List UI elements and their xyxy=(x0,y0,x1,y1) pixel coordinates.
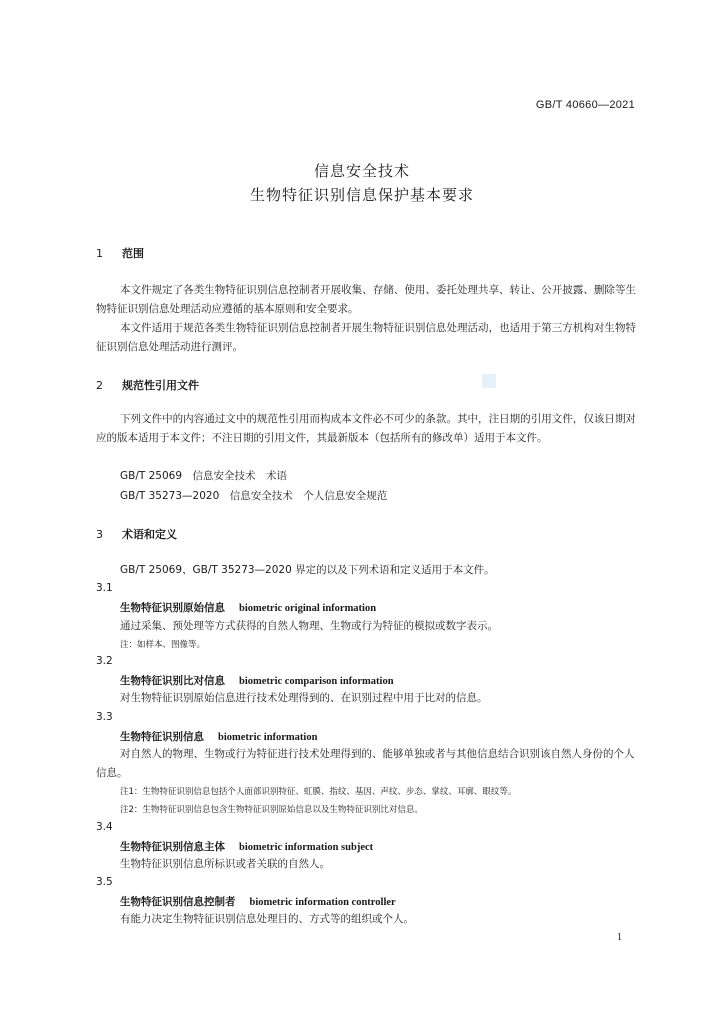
term-heading xyxy=(120,894,396,909)
term-number: 3.2 xyxy=(96,655,113,667)
term-heading xyxy=(120,729,317,744)
term-number: 3.5 xyxy=(96,876,113,888)
term-en: biometric comparison information xyxy=(239,676,394,687)
term-en: biometric information xyxy=(218,732,318,743)
term-definition: 生物特征识别信息所标识或者关联的自然人。 xyxy=(120,858,330,870)
term-note-2: 注2：生物特征识别信息包含生物特征识别原始信息以及生物特征识别比对信息。 xyxy=(120,805,423,815)
document-title-line1: 信息安全技术 xyxy=(313,162,410,180)
section-2-heading xyxy=(96,377,199,393)
document-title-line2: 生物特征识别信息保护基本要求 xyxy=(249,186,474,204)
term-number: 3.1 xyxy=(96,582,113,594)
section-1-paragraph-1: 本文件规定了各类生物特征识别信息控制者开展收集、存储、使用、委托处理共享、转让、公开披露、删除等生物特征识别信息处理活动应遵循的基本原则和安全要求。 xyxy=(96,284,636,315)
section-title: 术语和定义 xyxy=(122,528,177,541)
reference-2: GB/T 35273—2020 信息安全技术 个人信息安全规范 xyxy=(120,490,388,502)
term-heading xyxy=(120,839,373,854)
section-number: 2 xyxy=(96,379,103,392)
section-number: 1 xyxy=(96,247,103,260)
term-zh: 生物特征识别信息主体 xyxy=(120,841,225,853)
term-number: 3.3 xyxy=(96,711,113,723)
standard-code: GB/T 40660—2021 xyxy=(535,99,635,111)
section-3-heading xyxy=(96,526,177,542)
term-number: 3.4 xyxy=(96,821,113,833)
reference-1: GB/T 25069 信息安全技术 术语 xyxy=(120,470,288,482)
term-heading xyxy=(120,600,376,615)
term-heading xyxy=(120,673,394,688)
section-2-paragraph-1: 下列文件中的内容通过文中的规范性引用而构成本文件必不可少的条款。其中，注日期的引用文件，仅该日期对应的版本适用于本文件；不注日期的引用文件，其最新版本（包括所有的修改单）适用于本文件。 xyxy=(96,413,636,444)
section-number: 3 xyxy=(96,528,103,541)
section-title: 规范性引用文件 xyxy=(122,379,199,392)
term-en: biometric information controller xyxy=(249,897,396,908)
page-number: 1 xyxy=(617,932,622,943)
section-title: 范围 xyxy=(122,247,144,260)
term-zh: 生物特征识别比对信息 xyxy=(120,675,225,687)
term-zh: 生物特征识别信息 xyxy=(120,731,204,743)
term-definition: 对自然人的物理、生物或行为特征进行技术处理得到的、能够单独或者与其他信息结合识别该自然人身份的个人信息。 xyxy=(96,748,635,779)
section-1-heading xyxy=(96,245,144,261)
term-definition: 通过采集、预处理等方式获得的自然人物理、生物或行为特征的模拟或数字表示。 xyxy=(120,620,498,632)
section-3-intro: GB/T 25069、GB/T 35273—2020 界定的以及下列术语和定义适用于本文件。 xyxy=(120,564,495,576)
term-en: biometric original information xyxy=(239,603,377,614)
term-zh: 生物特征识别信息控制者 xyxy=(120,896,236,908)
term-definition: 有能力决定生物特征识别信息处理目的、方式等的组织或个人。 xyxy=(120,913,414,925)
term-note: 注：如样本、图像等。 xyxy=(120,640,206,650)
term-en: biometric information subject xyxy=(239,842,374,853)
term-zh: 生物特征识别原始信息 xyxy=(120,602,225,614)
term-definition: 对生物特征识别原始信息进行技术处理得到的、在识别过程中用于比对的信息。 xyxy=(120,692,488,704)
term-note-1: 注1：生物特征识别信息包括个人面部识别特征、虹膜、指纹、基因、声纹、步态、掌纹、耳廓、眼纹等。 xyxy=(120,787,517,797)
section-1-paragraph-2: 本文件适用于规范各类生物特征识别信息控制者开展生物特征识别信息处理活动，也适用于第三方机构对生物特征识别信息处理活动进行测评。 xyxy=(96,322,636,353)
blue-mark xyxy=(482,374,496,388)
